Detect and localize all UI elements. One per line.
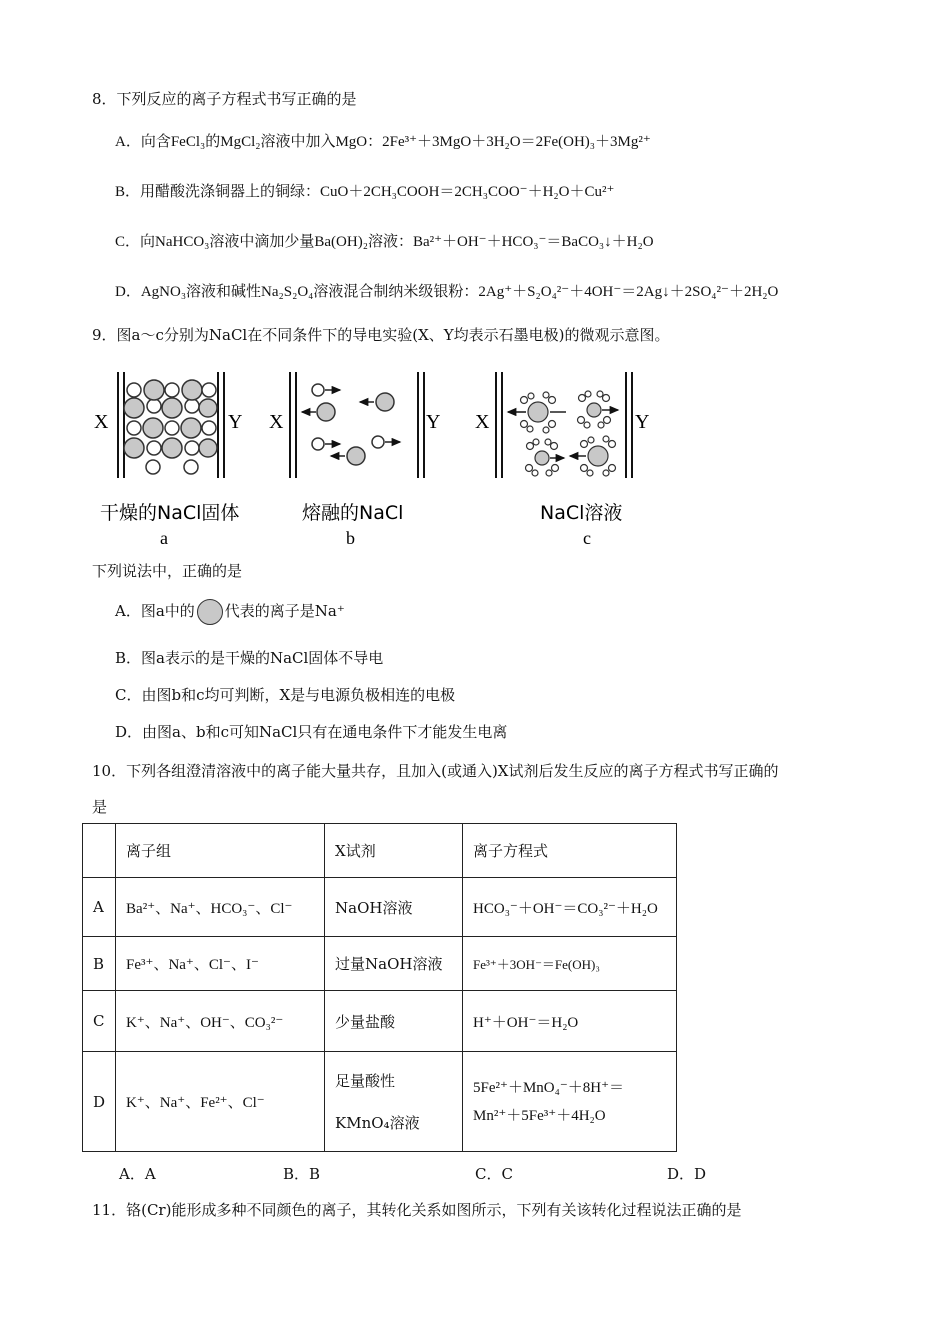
row-b-ions: Fe³⁺、Na⁺、Cl⁻、I⁻	[116, 937, 325, 991]
row-d-equation2: Mn²⁺＋5Fe³⁺＋4H₂O	[473, 1107, 606, 1124]
row-d-label: D	[83, 1052, 116, 1152]
q9-lead: 下列说法中，正确的是	[92, 562, 243, 580]
caption-a: 干燥的NaCl固体	[100, 502, 240, 524]
q11-stem: 11．铬(Cr)能形成多种不同颜色的离子，其转化关系如图所示，下列有关该转化过程说法正确的是	[92, 1201, 742, 1219]
caption-c: NaCl溶液	[540, 502, 623, 524]
row-c-equation: H⁺＋OH⁻＝H₂O	[463, 991, 677, 1052]
electrode-y-c: Y	[635, 411, 650, 433]
q10-choice-b: B．B	[283, 1165, 321, 1183]
row-d-reagent-cell	[325, 1052, 463, 1152]
row-d-reagent: 足量酸性	[335, 1071, 396, 1090]
q9-option-a	[115, 599, 345, 625]
table-row	[83, 937, 677, 991]
header-label	[83, 824, 116, 878]
q8-option-b: B．用醋酸洗涤铜器上的铜绿：CuO＋2CH₃COOH＝2CH₃COO⁻＋H₂O＋Cu²⁺	[115, 184, 615, 200]
panel-a-solid	[94, 372, 242, 478]
table-row	[83, 991, 677, 1052]
electrode-x-b: X	[269, 411, 284, 433]
electrode-x-c: X	[475, 411, 490, 433]
q8-option-a: A．向含FeCl₃的MgCl₂溶液中加入MgO：2Fe³⁺＋3MgO＋3H₂O＝2Fe(OH)₃＋3Mg²⁺	[115, 134, 651, 150]
electrode-y-a: Y	[228, 411, 243, 433]
q9-option-a-pre: A．图a中的	[115, 602, 195, 620]
row-d-equation-cell	[463, 1052, 677, 1152]
q10-table	[82, 823, 677, 1152]
q9-option-c: C．由图b和c均可判断，X是与电源负极相连的电极	[115, 686, 456, 704]
q10-stem-line2: 是	[92, 798, 108, 816]
table-header-row	[83, 824, 677, 878]
q10-choice-c: C．C	[475, 1165, 513, 1183]
q8-option-d: D．AgNO₃溶液和碱性Na₂S₂O₄溶液混合制纳米级银粉：2Ag⁺＋S₂O₄²⁻＋4OH⁻＝2Ag↓＋2SO₄²⁻＋2H₂O	[115, 284, 779, 300]
row-d-reagent2: KMnO₄溶液	[335, 1113, 420, 1132]
q10-choice-d: D．D	[667, 1165, 707, 1183]
row-c-ions: K⁺、Na⁺、OH⁻、CO₃²⁻	[116, 991, 325, 1052]
q9-option-a-post: 代表的离子是Na⁺	[224, 602, 345, 620]
panel-b-molten	[269, 372, 440, 478]
header-reagent: X试剂	[325, 824, 463, 878]
nacl-conduction-figure	[88, 360, 678, 550]
letter-a: a	[160, 528, 168, 548]
table-row	[83, 1052, 677, 1152]
row-a-reagent: NaOH溶液	[325, 878, 463, 937]
letter-b: b	[346, 528, 355, 548]
electrode-x-a: X	[94, 411, 109, 433]
q10-stem-line1: 10．下列各组澄清溶液中的离子能大量共存，且加入(或通入)X试剂后发生反应的离子方程式书写正确的	[92, 762, 779, 780]
q10-choice-a: A．A	[119, 1165, 156, 1183]
row-c-label: C	[83, 991, 116, 1052]
q8-stem: 8．下列反应的离子方程式书写正确的是	[92, 90, 357, 108]
row-a-label: A	[83, 878, 116, 937]
electrode-y-b: Y	[426, 411, 441, 433]
q8-option-c: C．向NaHCO₃溶液中滴加少量Ba(OH)₂溶液：Ba²⁺＋OH⁻＋HCO₃⁻＝BaCO₃↓＋H₂O	[115, 234, 654, 250]
q9-option-b: B．图a表示的是干燥的NaCl固体不导电	[115, 649, 384, 667]
header-ions: 离子组	[116, 824, 325, 878]
q9-option-d: D．由图a、b和c可知NaCl只有在通电条件下才能发生电离	[115, 723, 508, 741]
row-c-reagent: 少量盐酸	[325, 991, 463, 1052]
caption-b: 熔融的NaCl	[302, 502, 404, 524]
row-a-ions: Ba²⁺、Na⁺、HCO₃⁻、Cl⁻	[116, 878, 325, 937]
letter-c: c	[583, 528, 591, 548]
row-d-equation: 5Fe²⁺＋MnO₄⁻＋8H⁺＝	[473, 1079, 625, 1096]
table-row	[83, 878, 677, 937]
header-equation: 离子方程式	[463, 824, 677, 878]
row-b-label: B	[83, 937, 116, 991]
row-d-ions: K⁺、Na⁺、Fe²⁺、Cl⁻	[116, 1052, 325, 1152]
row-b-reagent: 过量NaOH溶液	[325, 937, 463, 991]
q9-stem: 9．图a～c分别为NaCl在不同条件下的导电实验(X、Y均表示石墨电极)的微观示意图。	[92, 326, 670, 344]
gray-circle-icon	[197, 599, 223, 625]
row-a-equation: HCO₃⁻＋OH⁻＝CO₃²⁻＋H₂O	[463, 878, 677, 937]
row-b-equation: Fe³⁺＋3OH⁻＝Fe(OH)₃	[463, 937, 677, 991]
panel-c-solution	[475, 372, 649, 478]
